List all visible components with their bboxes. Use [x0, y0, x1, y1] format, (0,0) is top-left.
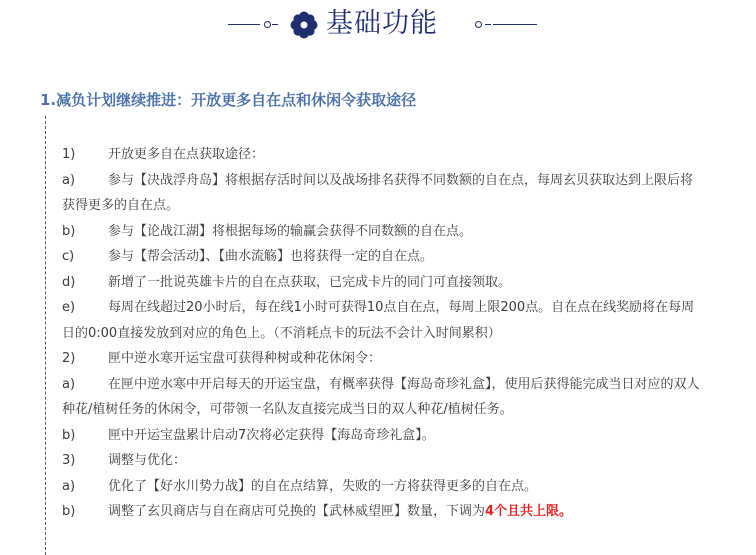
- list-marker: d): [62, 274, 76, 290]
- list-item: [62, 346, 702, 372]
- list-marker: 3): [62, 453, 76, 468]
- list-text: 开放更多自在点获取途径：: [108, 147, 265, 162]
- list-item: [62, 295, 702, 346]
- list-marker: a): [62, 376, 76, 392]
- list-marker: 2): [62, 351, 76, 366]
- flower-icon: [290, 11, 318, 39]
- list-item: [62, 142, 702, 168]
- list-item: [62, 448, 702, 474]
- list-text: 每周在线超过20小时后，每在线1小时可获得10点自在点，每周上限200点。自在点在线奖励将在每周日的0:00直接发放到对应的角色上。（不消耗点卡的玩法不会计入时间累积）: [62, 300, 695, 341]
- list-item: [62, 474, 702, 500]
- decorative-line-right: [493, 24, 537, 25]
- dashed-divider: [45, 116, 46, 555]
- section-heading: 1.减负计划继续推进：开放更多自在点和休闲令获取途径: [40, 91, 417, 109]
- list-text: 参与【帮会活动】、【曲水流觞】也将获得一定的自在点。: [108, 249, 434, 264]
- list-text: 优化了【好水川势力战】的自在点结算，失败的一方将获得更多的自在点。: [108, 478, 538, 494]
- list-item: [62, 270, 702, 296]
- list-text: 在匣中逆水寒中开启每天的开运宝盘，有概率获得【海岛奇珍礼盒】，使用后获得能完成当日对应的双人种花/植树任务的休闲令，可带领一名队友直接完成当日的双人种花/植树任务。: [62, 376, 700, 417]
- list-text: 调整了玄贝商店与自在商店可兑换的【武林威望匣】数量，下调为: [108, 504, 486, 519]
- decorative-dot-right: [475, 21, 482, 28]
- decorative-dash-left: [272, 24, 278, 25]
- list-text: 参与【论战江湖】将根据每场的输赢会获得不同数额的自在点。: [108, 223, 473, 239]
- list-text: 匣中逆水寒开运宝盘可获得种树或种花休闲令：: [108, 351, 382, 366]
- decorative-dot-left: [264, 21, 271, 28]
- list-text: 参与【决战浮舟岛】将根据存活时间以及战场排名获得不同数额的自在点，每周玄贝获取达到上限后将获得更多的自在点。: [62, 172, 694, 213]
- decorative-dash-right: [485, 24, 491, 25]
- list-text: 调整与优化：: [108, 453, 187, 468]
- list-marker: a): [62, 172, 76, 188]
- list-item: [62, 244, 702, 270]
- content-list: [62, 142, 702, 525]
- list-text: 新增了一批说英雄卡片的自在点获取，已完成卡片的同门可直接领取。: [108, 274, 512, 290]
- list-text: 匣中开运宝盘累计启动7次将必定获得【海岛奇珍礼盒】。: [108, 427, 435, 443]
- list-marker: c): [62, 249, 75, 264]
- list-marker: b): [62, 504, 76, 519]
- list-item: [62, 168, 702, 219]
- list-item: [62, 499, 702, 525]
- list-item: [62, 219, 702, 245]
- list-marker: a): [62, 478, 76, 494]
- list-marker: b): [62, 427, 76, 443]
- highlighted-limit: 4个且共上限。: [485, 504, 573, 519]
- list-marker: 1): [62, 147, 76, 162]
- list-item: [62, 372, 702, 423]
- list-item: [62, 423, 702, 449]
- list-marker: e): [62, 300, 76, 315]
- decorative-line-left: [228, 24, 260, 25]
- page-title: 基础功能: [326, 8, 438, 39]
- list-marker: b): [62, 223, 76, 239]
- section-header: [0, 0, 756, 50]
